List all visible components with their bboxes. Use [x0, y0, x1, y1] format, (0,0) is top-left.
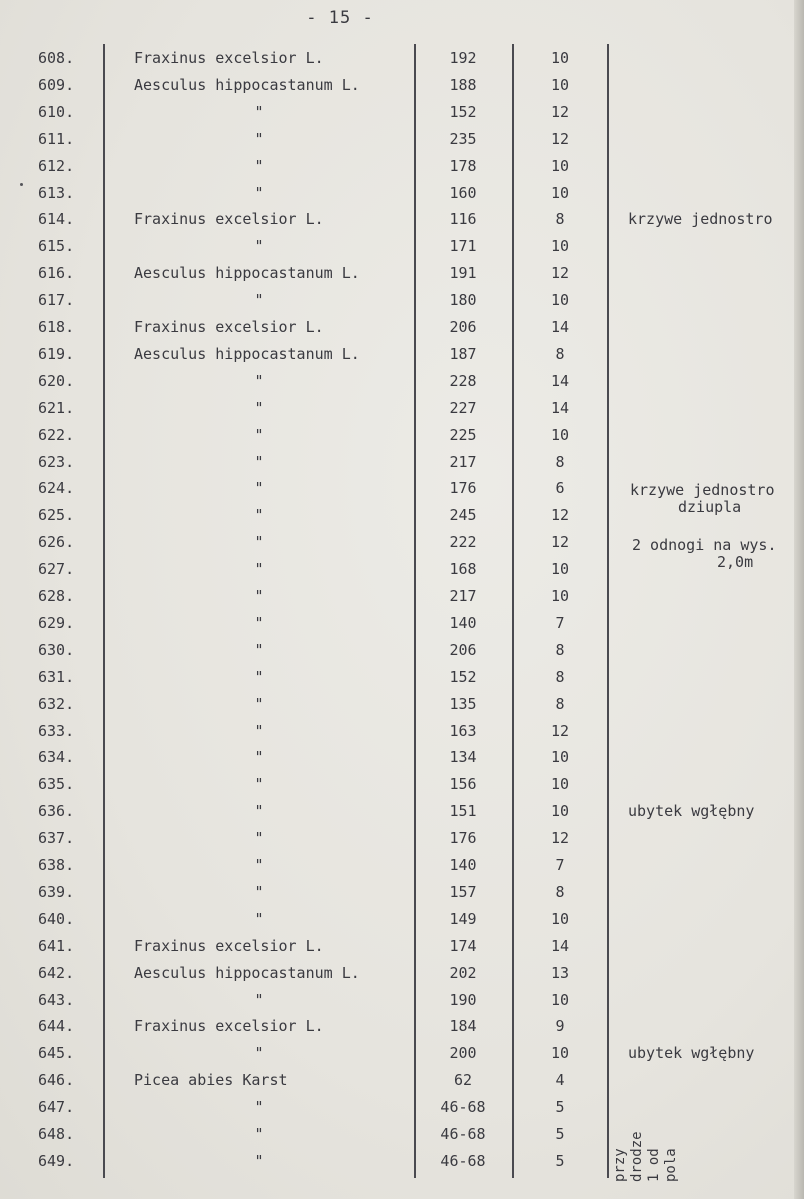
circumference: 160 [449, 183, 477, 202]
circumference: 168 [449, 560, 477, 579]
circumference: 222 [449, 533, 477, 552]
tree-height: 10 [550, 909, 570, 928]
row-number: 608. [38, 49, 75, 67]
table-row [0, 449, 804, 475]
tree-height: 10 [550, 560, 570, 579]
tree-height: 10 [550, 291, 570, 310]
species-name: " [254, 398, 264, 417]
tree-height: 10 [550, 587, 570, 605]
tree-height: 10 [550, 748, 570, 767]
table-row [0, 879, 804, 905]
circumference: 46-68 [440, 1125, 486, 1143]
circumference: 156 [449, 775, 477, 794]
table-row [0, 287, 804, 313]
species-name: " [254, 1098, 264, 1117]
tree-height: 10 [550, 775, 570, 794]
circumference: 180 [449, 291, 477, 310]
tree-height: 10 [550, 156, 570, 175]
row-number: 644. [38, 1017, 75, 1036]
row-number: 648. [38, 1125, 75, 1143]
remarks: krzywe jednostro [628, 210, 773, 229]
table-row [0, 583, 804, 609]
table-row [0, 233, 804, 259]
table-row [0, 314, 804, 340]
table-row [0, 395, 804, 421]
table-row [0, 1094, 804, 1120]
circumference: 192 [449, 49, 477, 67]
species-name: " [254, 533, 264, 552]
species-name: " [254, 587, 264, 605]
tree-height: 12 [550, 129, 570, 148]
row-number: 636. [38, 802, 75, 821]
circumference: 188 [449, 75, 477, 94]
row-number: 632. [38, 694, 75, 713]
species-name: " [254, 129, 264, 148]
circumference: 157 [449, 882, 477, 901]
rotated-note [612, 1131, 680, 1182]
table-row [0, 1148, 804, 1174]
row-number: 622. [38, 425, 75, 444]
table-row [0, 368, 804, 394]
rotated-note-line-2: drodze [629, 1131, 645, 1182]
species-name: " [254, 506, 264, 525]
circumference: 190 [449, 990, 477, 1009]
tree-height: 5 [555, 1125, 565, 1143]
circumference: 191 [449, 264, 477, 283]
remark-624 [630, 482, 775, 516]
tree-height: 8 [555, 694, 565, 713]
table-row [0, 744, 804, 770]
tree-height: 10 [550, 1044, 570, 1063]
species-name: " [254, 613, 264, 632]
row-number: 649. [38, 1151, 75, 1170]
circumference: 200 [449, 1044, 477, 1063]
tree-height: 8 [555, 667, 565, 686]
table-row [0, 1067, 804, 1093]
species-name: " [254, 371, 264, 390]
species-name: Fraxinus excelsior L. [134, 49, 324, 67]
row-number: 626. [38, 533, 75, 552]
circumference: 217 [449, 452, 477, 471]
row-number: 641. [38, 936, 75, 955]
circumference: 151 [449, 802, 477, 821]
row-number: 610. [38, 102, 75, 121]
species-name: " [254, 237, 264, 256]
row-number: 612. [38, 156, 75, 175]
species-name: " [254, 1125, 264, 1143]
row-number: 615. [38, 237, 75, 256]
circumference: 178 [449, 156, 477, 175]
species-name: Aesculus hippocastanum L. [134, 963, 360, 982]
tree-height: 8 [555, 882, 565, 901]
species-name: " [254, 560, 264, 579]
tree-height: 10 [550, 990, 570, 1009]
table-row [0, 45, 804, 71]
remark-626-line-2: 2,0m [717, 553, 754, 571]
circumference: 135 [449, 694, 477, 713]
row-number: 647. [38, 1098, 75, 1117]
species-name: " [254, 640, 264, 659]
row-number: 630. [38, 640, 75, 659]
row-number: 640. [38, 909, 75, 928]
species-name: " [254, 829, 264, 848]
circumference: 187 [449, 344, 477, 363]
circumference: 174 [449, 936, 477, 955]
circumference: 225 [449, 425, 477, 444]
tree-height: 12 [550, 506, 570, 525]
circumference: 140 [449, 613, 477, 632]
row-number: 616. [38, 264, 75, 283]
row-number: 634. [38, 748, 75, 767]
table-row [0, 1013, 804, 1039]
row-number: 618. [38, 318, 75, 336]
tree-height: 10 [550, 802, 570, 821]
circumference: 184 [449, 1017, 477, 1036]
circumference: 46-68 [440, 1098, 486, 1117]
circumference: 116 [449, 210, 477, 229]
tree-height: 10 [550, 237, 570, 256]
row-number: 633. [38, 721, 75, 740]
species-name: " [254, 156, 264, 175]
circumference: 171 [449, 237, 477, 256]
species-name: " [254, 479, 264, 498]
tree-height: 6 [555, 479, 565, 498]
tree-height: 4 [555, 1071, 565, 1090]
row-number: 624. [38, 479, 75, 498]
species-name: " [254, 1044, 264, 1063]
row-number: 643. [38, 990, 75, 1009]
row-number: 646. [38, 1071, 75, 1090]
row-number: 623. [38, 452, 75, 471]
tree-height: 8 [555, 344, 565, 363]
tree-height: 12 [550, 264, 570, 283]
tree-height: 10 [550, 425, 570, 444]
tree-height: 14 [550, 398, 570, 417]
circumference: 46-68 [440, 1151, 486, 1170]
remark-626-line-1: 2 odnogi na wys. [632, 536, 777, 554]
tree-height: 10 [550, 49, 570, 67]
table-row [0, 610, 804, 636]
table-row [0, 260, 804, 286]
species-name: " [254, 721, 264, 740]
remark-624-line-2: dziupla [678, 498, 742, 516]
tree-height: 14 [550, 936, 570, 955]
species-name: Fraxinus excelsior L. [134, 1017, 324, 1036]
row-number: 620. [38, 371, 75, 390]
species-name: " [254, 102, 264, 121]
row-number: 617. [38, 291, 75, 310]
species-name: Fraxinus excelsior L. [134, 936, 324, 955]
row-number: 639. [38, 882, 75, 901]
table-row [0, 718, 804, 744]
species-name: " [254, 694, 264, 713]
species-name: Fraxinus excelsior L. [134, 210, 324, 229]
rotated-note-line-1: przy [612, 1148, 628, 1182]
circumference: 140 [449, 856, 477, 874]
table-row [0, 72, 804, 98]
row-number: 627. [38, 560, 75, 579]
species-name: " [254, 909, 264, 928]
circumference: 245 [449, 506, 477, 525]
species-name: " [254, 291, 264, 310]
table-row [0, 153, 804, 179]
tree-height: 5 [555, 1151, 565, 1170]
species-name: " [254, 183, 264, 202]
row-number: 642. [38, 963, 75, 982]
table-row [0, 341, 804, 367]
row-number: 611. [38, 129, 75, 148]
species-name: " [254, 802, 264, 821]
row-number: 635. [38, 775, 75, 794]
rotated-note-line-4: pola [663, 1148, 679, 1182]
circumference: 152 [449, 667, 477, 686]
species-name: Aesculus hippocastanum L. [134, 75, 360, 94]
tree-height: 10 [550, 75, 570, 94]
species-name: Picea abies Karst [134, 1071, 288, 1090]
remarks: ubytek wgłębny [628, 1044, 755, 1063]
table-row [0, 691, 804, 717]
table-row [0, 99, 804, 125]
row-number: 631. [38, 667, 75, 686]
row-number: 629. [38, 613, 75, 632]
row-number: 645. [38, 1044, 75, 1063]
circumference: 206 [449, 318, 477, 336]
row-number: 609. [38, 75, 75, 94]
tree-height: 8 [555, 640, 565, 659]
row-number: 625. [38, 506, 75, 525]
table-row [0, 126, 804, 152]
remark-624-line-1: krzywe jednostro [630, 481, 775, 499]
tree-height: 12 [550, 829, 570, 848]
circumference: 163 [449, 721, 477, 740]
circumference: 134 [449, 748, 477, 767]
table-row [0, 180, 804, 206]
row-number: 619. [38, 344, 75, 363]
tree-height: 5 [555, 1098, 565, 1117]
tree-height: 12 [550, 721, 570, 740]
circumference: 202 [449, 963, 477, 982]
table-row [0, 825, 804, 851]
table-row [0, 1040, 804, 1066]
table-row [0, 637, 804, 663]
table-row [0, 960, 804, 986]
table-row [0, 906, 804, 932]
circumference: 228 [449, 371, 477, 390]
row-number: 613. [38, 183, 75, 202]
circumference: 176 [449, 479, 477, 498]
row-number: 628. [38, 587, 75, 605]
tree-height: 10 [550, 183, 570, 202]
table-row [0, 1121, 804, 1147]
circumference: 62 [453, 1071, 473, 1090]
remark-626 [632, 537, 777, 571]
species-name: " [254, 882, 264, 901]
table-row [0, 664, 804, 690]
tree-height: 13 [550, 963, 570, 982]
row-number: 614. [38, 210, 75, 229]
remarks: ubytek wgłębny [628, 802, 755, 821]
table-row [0, 771, 804, 797]
tree-height: 12 [550, 102, 570, 121]
circumference: 227 [449, 398, 477, 417]
circumference: 206 [449, 640, 477, 659]
species-name: Fraxinus excelsior L. [134, 318, 324, 336]
tree-height: 8 [555, 210, 565, 229]
row-number: 621. [38, 398, 75, 417]
species-name: Aesculus hippocastanum L. [134, 344, 360, 363]
circumference: 152 [449, 102, 477, 121]
circumference: 149 [449, 909, 477, 928]
table-row [0, 206, 804, 232]
species-name: " [254, 667, 264, 686]
species-name: " [254, 425, 264, 444]
tree-height: 7 [555, 613, 565, 632]
table-row [0, 852, 804, 878]
species-name: " [254, 856, 264, 874]
tree-height: 14 [550, 371, 570, 390]
table-row [0, 422, 804, 448]
circumference: 235 [449, 129, 477, 148]
species-name: " [254, 1151, 264, 1170]
species-name: " [254, 452, 264, 471]
page-number: - 15 - [306, 8, 374, 28]
table-row [0, 987, 804, 1013]
species-name: " [254, 990, 264, 1009]
tree-height: 12 [550, 533, 570, 552]
species-name: " [254, 775, 264, 794]
tree-height: 7 [555, 856, 565, 874]
species-name: " [254, 748, 264, 767]
tree-height: 8 [555, 452, 565, 471]
rotated-note-line-3: 1 od [646, 1148, 662, 1182]
row-number: 638. [38, 856, 75, 874]
table-row [0, 798, 804, 824]
species-name: Aesculus hippocastanum L. [134, 264, 360, 283]
table-row [0, 933, 804, 959]
circumference: 217 [449, 587, 477, 605]
tree-height: 14 [550, 318, 570, 336]
row-number: 637. [38, 829, 75, 848]
circumference: 176 [449, 829, 477, 848]
tree-height: 9 [555, 1017, 565, 1036]
